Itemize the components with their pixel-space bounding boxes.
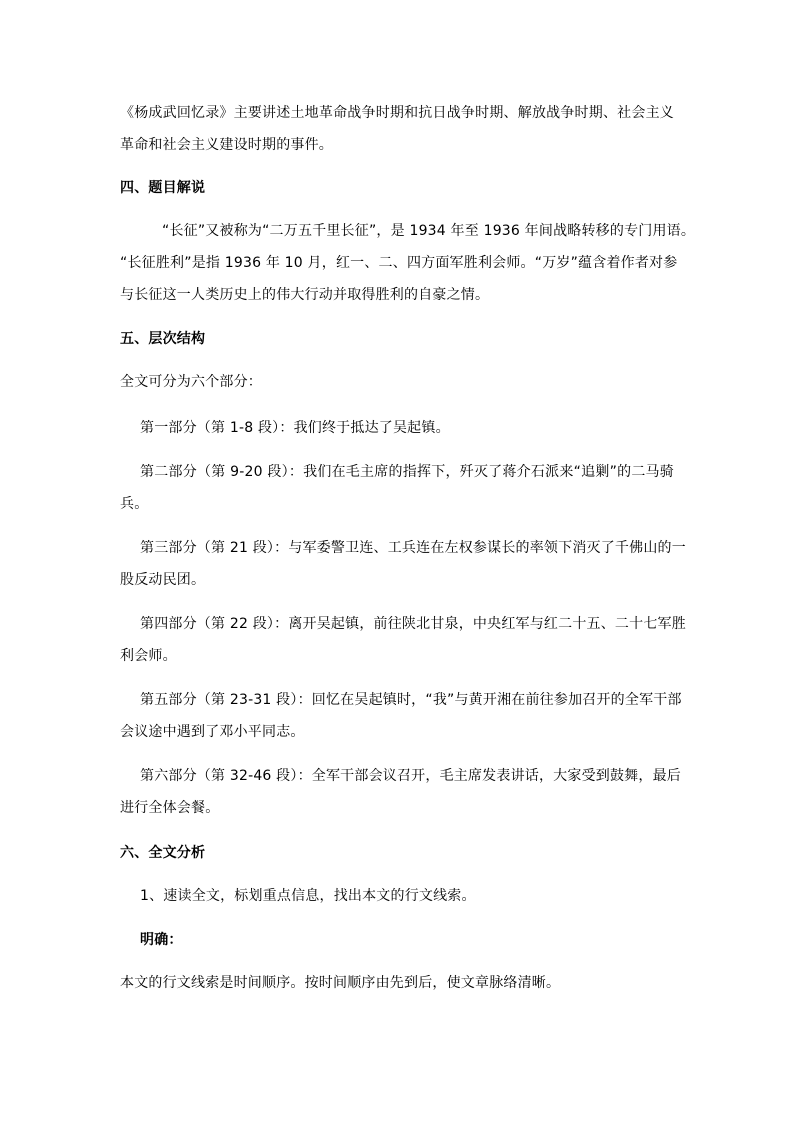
part-4-line-1: 第四部分（第 22 段）：离开吴起镇，前往陕北甘泉，中央红军与红二十五、二十七军胜 xyxy=(140,616,686,632)
intro-line-2: 革命和社会主义建设时期的事件。 xyxy=(120,137,333,153)
part-4-line-2: 利会师。 xyxy=(120,648,177,664)
part-2-line-1: 第二部分（第 9-20 段）：我们在毛主席的指挥下，歼灭了蒋介石派来“追剿”的二马骑 xyxy=(140,464,674,480)
part-5-line-1: 第五部分（第 23-31 段）：回忆在吴起镇时，“我”与黄开湘在前往参加召开的全军干部 xyxy=(140,692,682,708)
part-6-line-2: 进行全体会餐。 xyxy=(120,800,220,816)
intro-line-1: 《杨成武回忆录》主要讲述土地革命战争时期和抗日战争时期、解放战争时期、社会主义 xyxy=(120,105,674,121)
answer-text: 本文的行文线索是时间顺序。按时间顺序由先到后，使文章脉络清晰。 xyxy=(120,975,561,991)
part-5-line-2: 会议途中遇到了邓小平同志。 xyxy=(120,724,305,740)
part-1-line-1: 第一部分（第 1-8 段）：我们终于抵达了吴起镇。 xyxy=(140,420,450,436)
section4-heading: 四、题目解说 xyxy=(120,180,206,196)
section5-heading: 五、层次结构 xyxy=(120,331,206,347)
answer-label: 明确： xyxy=(140,932,183,948)
part-3-line-2: 股反动民团。 xyxy=(120,572,206,588)
question-1: 1、速读全文，标划重点信息，找出本文的行文线索。 xyxy=(140,888,476,904)
part-3-line-1: 第三部分（第 21 段）：与军委警卫连、工兵连在左权参谋长的率领下消灭了千佛山的一 xyxy=(140,540,686,556)
section4-paragraph-line-1: “长征”又被称为“二万五千里长征”，是 1934 年至 1936 年间战略转移的专门用语。 xyxy=(162,223,696,239)
section4-paragraph-line-3: 与长征这一人类历史上的伟大行动并取得胜利的自豪之情。 xyxy=(120,287,490,303)
part-6-line-1: 第六部分（第 32-46 段）：全军干部会议召开，毛主席发表讲话，大家受到鼓舞，最后 xyxy=(140,768,681,784)
section4-paragraph-line-2: “长征胜利”是指 1936 年 10 月，红一、二、四方面军胜利会师。“万岁”蕴含着作者对参 xyxy=(120,255,678,271)
section5-intro: 全文可分为六个部分： xyxy=(120,374,262,390)
part-2-line-2: 兵。 xyxy=(120,496,149,512)
section6-heading: 六、全文分析 xyxy=(120,845,206,861)
